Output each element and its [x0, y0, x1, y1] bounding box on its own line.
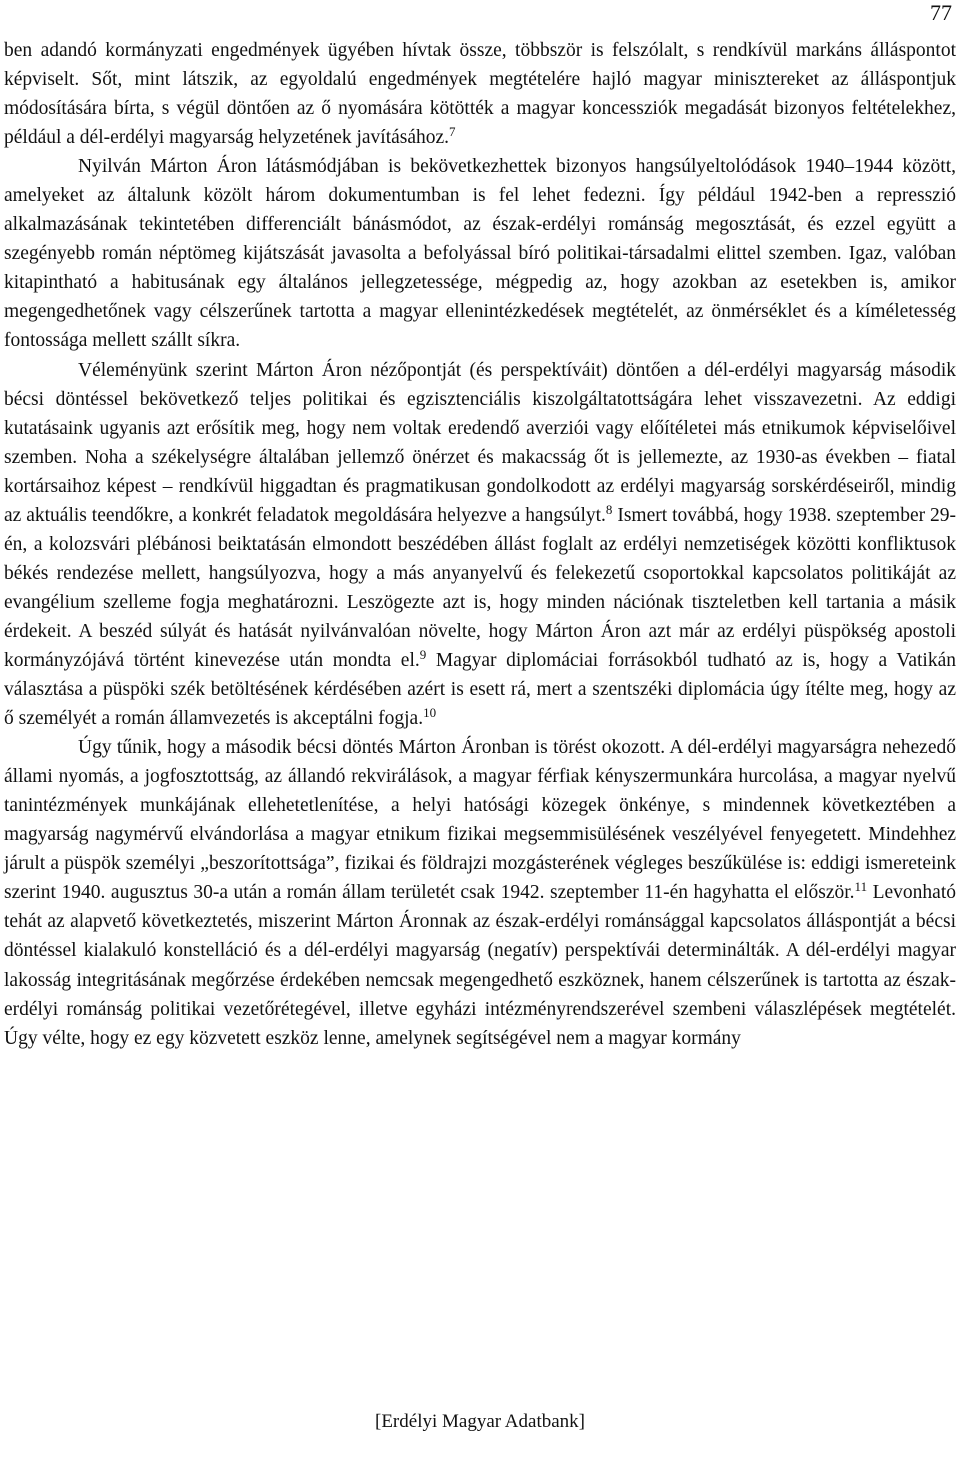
text-run: Magyar diplomáciai forrásokból tudható az is, hogy a Vatikán választása a püspöki szék betöltésének kérdésében azért is esett rá, mert a szentszéki diplomácia úgy ítélte meg, hogy az ő személyét a román államvezetés is akceptálni fogja.	[4, 649, 956, 730]
paragraph-4	[4, 733, 956, 1053]
footnote-marker: 7	[449, 124, 456, 140]
text-run: Ismert továbbá, hogy 1938. szeptember 29-én, a kolozsvári plébánosi beiktatásán elmondott beszédében állást foglalt az erdélyi nemzetiségek közötti konfliktusok békés rendezése mellett, hangsúlyozva, hogy a más anyanyelvű és felekezetű csoportokkal kapcsolatos politikáját az evangélium szelleme fogja meghatározni. Leszögezte azt is, hogy minden nációnak tiszteletben kell tartania a másik érdekeit. A beszéd súlyát és hatását nyilvánvalóan növelte, hogy Márton Áron azt már az erdélyi püspökség apostoli kormányzójává történt kinevezése után mondta el.	[4, 504, 956, 671]
paragraph-2	[4, 152, 956, 355]
body-text	[4, 36, 956, 1053]
page-number: 77	[930, 0, 952, 25]
text-run: Véleményünk szerint Márton Áron nézőpontját (és perspektíváit) döntően a dél-erdélyi magyarság második bécsi döntéssel bekövetkező teljes politikai és egzisztenciális kiszolgáltatottságára lehet visszavezetni. Az eddigi kutatásaink ugyanis azt erősítik meg, hogy nem voltak eredendő averziói vagy előítéletei más etnikumok képviselőivel szemben. Noha a székelységre általában jellemző önérzet és makacsság őt is jellemezte, az 1930-as években – fiatal kortársaihoz képest – rendkívül higgadtan és pragmatikusan gondolkodott az erdélyi magyarság sorskérdéseiről, mindig az aktuális teendőkre, a konkrét feladatok megoldására helyezve a hangsúlyt.	[4, 359, 956, 526]
text-run: Nyilván Márton Áron látásmódjában is bekövetkezhettek bizonyos hangsúlyeltolódások 1940–1944 között, amelyeket az általunk közölt három dokumentumban is fel lehet fedezni. Így például 1942-ben a represszió alkalmazásának tekintetében differenciált bánásmódot, az észak-erdélyi románság megosztását, és ezzel együtt a szegényebb román néptömeg kijátszását javasolta a befolyással bíró politikai-társadalmi elittel szemben. Igaz, valóban kitapintható a habitusának egy általános jellegzetessége, mégpedig az, hogy azokban az esetekben is, amikor megengedhetőnek vagy célszerűnek tartotta a magyar ellenintézkedések megtételét, az önmérséklet és a kíméletesség fontossága mellett szállt síkra.	[4, 156, 956, 352]
footnote-marker: 8	[605, 501, 613, 517]
footnote-marker: 10	[423, 705, 437, 721]
footer-source: [Erdélyi Magyar Adatbank]	[375, 1411, 585, 1432]
text-run: ben adandó kormányzati engedmények ügyében hívtak össze, többször is felszólalt, s rendkívül markáns álláspontot képviselt. Sőt, mint látszik, az egyoldalú engedmények megtételére hajló magyar minisztereket az álláspontjuk módosítására bírta, s végül döntően az ő nyomására kötötték a magyar koncessziók megadását bizonyos feltételekhez, például a dél-erdélyi magyarság helyzetének javításához.	[4, 40, 956, 149]
footnote-marker: 9	[419, 646, 427, 662]
text-run: Úgy tűnik, hogy a második bécsi döntés Márton Áronban is törést okozott. A dél-erdélyi magyarságra nehezedő állami nyomás, a jogfosztottság, az állandó rekvirálások, a magyar férfiak kényszermunkára hurcolása, a magyar nyelvű tanintézmények munkájának ellehetetlenítése, a helyi hatósági közegek önkénye, s mindennek következtében a magyarság nagymérvű elvándorlása a magyar etnikum fizikai megsemmisülésének veszélyével fenyegetett. Mindehhez járult a püspök személyi „beszorítottsága”, fizikai és földrajzi mozgásterének végleges beszűkülése is: eddigi ismereteink szerint 1940. augusztus 30-a után a román állam területét csak 1942. szeptember 11-én hagyhatta el először.	[4, 737, 956, 904]
paragraph-3	[4, 356, 956, 734]
paragraph-1	[4, 36, 956, 152]
text-run: Levonható tehát az alapvető következtetés, miszerint Márton Áronnak az észak-erdélyi románsággal kapcsolatos álláspontját a bécsi döntéssel kialakuló konstelláció és a dél-erdélyi magyarság (negatív) perspektívái determinálták. A dél-erdélyi magyar lakosság integritásának megőrzése érdekében nemcsak megengedhető eszköznek, hanem célszerűnek is tartotta az észak-erdélyi románság politikai vezetőrétegével, illetve egyházi intézményrendszerével szembeni válaszlépések megtételét. Úgy vélte, hogy ez egy közvetett eszköz lenne, amelynek segítségével nem a magyar kormány	[4, 882, 956, 1049]
footnote-marker: 11	[854, 879, 868, 895]
